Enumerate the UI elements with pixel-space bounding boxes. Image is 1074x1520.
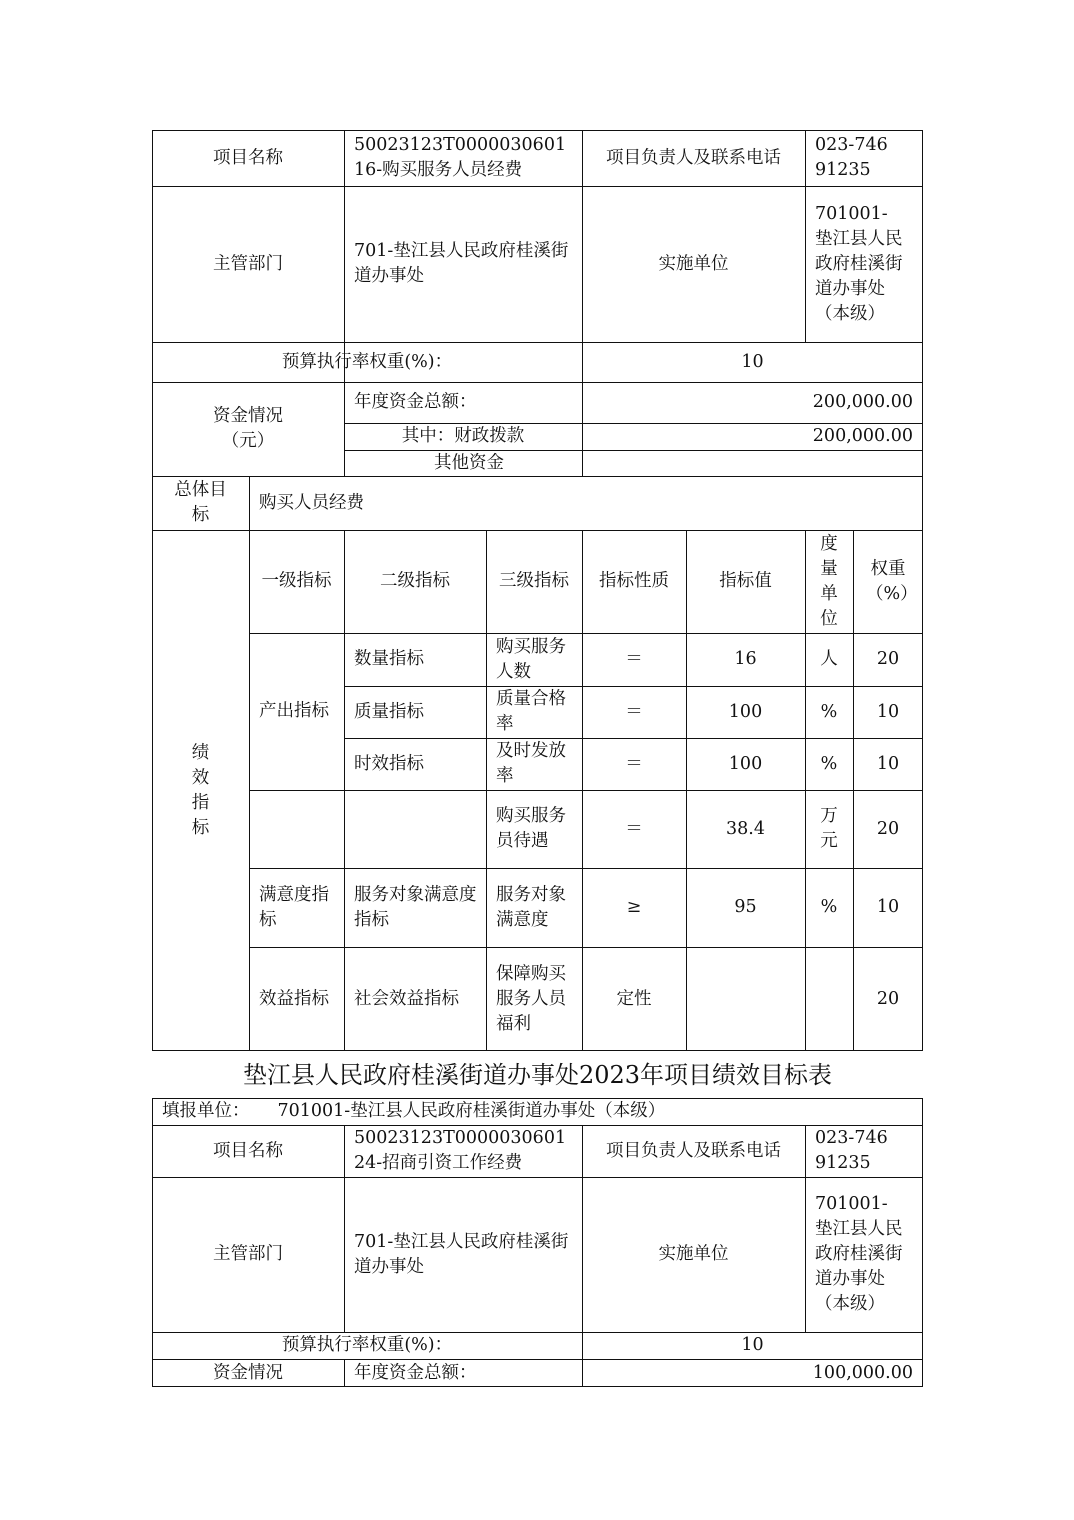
dept-value: 701-垫江县人民政府桂溪街道办事处 — [354, 1231, 569, 1277]
row-value: 95 — [734, 897, 757, 917]
row-level2: 服务对象满意度指标 — [354, 884, 477, 930]
budget-rate-value: 10 — [741, 351, 764, 372]
row-level3: 服务对象满意度 — [496, 884, 566, 930]
perf-label: 绩效指标 — [191, 742, 210, 838]
goal-label: 总体目标 — [174, 480, 227, 525]
dept-label: 主管部门 — [213, 1244, 283, 1264]
impl-value: 701001-垫江县人民政府桂溪街道办事处（本级） — [815, 1194, 903, 1314]
filler-label: 填报单位： — [162, 1101, 250, 1121]
row-weight: 20 — [876, 818, 900, 839]
fund-fiscal-label: 其中：财政拨款 — [401, 426, 525, 446]
row-nature: ＝ — [625, 753, 643, 774]
project-name-label: 项目名称 — [213, 147, 283, 168]
project-name-value: 50023123T000003060116-购买服务人员经费 — [354, 135, 567, 180]
fund-total-label: 年度资金总额： — [354, 392, 477, 412]
contact-label: 项目负责人及联系电话 — [606, 147, 781, 168]
row-level2: 社会效益指标 — [354, 988, 459, 1009]
row-nature: ＝ — [625, 701, 643, 722]
row-level3: 质量合格率 — [496, 689, 566, 734]
row-level2: 质量指标 — [354, 701, 424, 722]
row-weight: 20 — [876, 649, 900, 669]
contact-label: 项目负责人及联系电话 — [606, 1140, 781, 1161]
header-level3: 三级指标 — [499, 571, 569, 591]
project-name-label: 项目名称 — [213, 1140, 283, 1161]
row-value: 38.4 — [726, 818, 765, 839]
group-benefit: 效益指标 — [259, 988, 329, 1009]
row-unit: 人 — [820, 649, 838, 669]
row-unit: % — [820, 897, 838, 917]
row-value: 100 — [728, 701, 763, 722]
budget-rate-value: 10 — [741, 1335, 764, 1355]
row-level2: 时效指标 — [354, 753, 424, 774]
fund-other-label: 其他资金 — [434, 452, 504, 473]
fund-total-value: 200,000.00 — [812, 392, 913, 412]
header-level2: 二级指标 — [380, 571, 450, 591]
header-weight: 权重（%） — [866, 558, 918, 604]
row-weight: 10 — [876, 897, 900, 917]
page-title: 垫江县人民政府桂溪街道办事处2023年项目绩效目标表 — [242, 1061, 833, 1089]
contact-value: 023-74691235 — [815, 135, 888, 180]
header-value: 指标值 — [719, 571, 772, 591]
header-level1: 一级指标 — [261, 571, 332, 591]
row-unit: 万元 — [820, 806, 838, 851]
budget-rate-label: 预算执行率权重(%)： — [281, 1335, 453, 1355]
row-weight: 10 — [876, 701, 900, 722]
fund-total-label: 年度资金总额： — [354, 1362, 477, 1383]
row-nature: 定性 — [616, 988, 652, 1009]
row-level3: 及时发放率 — [496, 741, 566, 786]
project-name-value: 50023123T000003060124-招商引资工作经费 — [354, 1128, 567, 1173]
row-level3: 保障购买服务人员福利 — [496, 963, 566, 1034]
row-weight: 20 — [876, 988, 900, 1009]
row-unit: % — [820, 701, 838, 722]
impl-label: 实施单位 — [658, 253, 729, 274]
contact-value: 023-74691235 — [815, 1128, 888, 1173]
goal-value: 购买人员经费 — [259, 492, 364, 513]
dept-label: 主管部门 — [213, 253, 283, 274]
row-unit: % — [820, 753, 838, 774]
row-nature: ＝ — [625, 649, 643, 669]
row-value: 100 — [728, 753, 763, 774]
fund-total-value: 100,000.00 — [812, 1362, 913, 1383]
row-level2: 数量指标 — [354, 649, 424, 669]
dept-value: 701-垫江县人民政府桂溪街道办事处 — [354, 241, 569, 286]
header-nature: 指标性质 — [599, 571, 669, 591]
row-nature: ＝ — [625, 818, 643, 839]
fund-label: 资金情况 — [213, 1362, 283, 1383]
row-value: 16 — [734, 649, 757, 669]
row-level3: 购买服务员待遇 — [496, 806, 566, 851]
group-satisfaction: 满意度指标 — [259, 884, 329, 930]
fund-fiscal-value: 200,000.00 — [812, 426, 913, 446]
impl-label: 实施单位 — [658, 1244, 729, 1264]
header-unit: 度量单位 — [820, 533, 838, 629]
fund-label: 资金情况（元） — [213, 406, 283, 451]
row-level3: 购买服务人数 — [496, 636, 566, 682]
impl-value: 701001-垫江县人民政府桂溪街道办事处（本级） — [815, 203, 903, 324]
budget-rate-label: 预算执行率权重(%)： — [281, 351, 453, 372]
group-output: 产出指标 — [259, 701, 329, 721]
filler-value: 701001-垫江县人民政府桂溪街道办事处（本级） — [277, 1101, 666, 1121]
row-nature: ≥ — [626, 897, 642, 917]
row-weight: 10 — [876, 753, 900, 774]
